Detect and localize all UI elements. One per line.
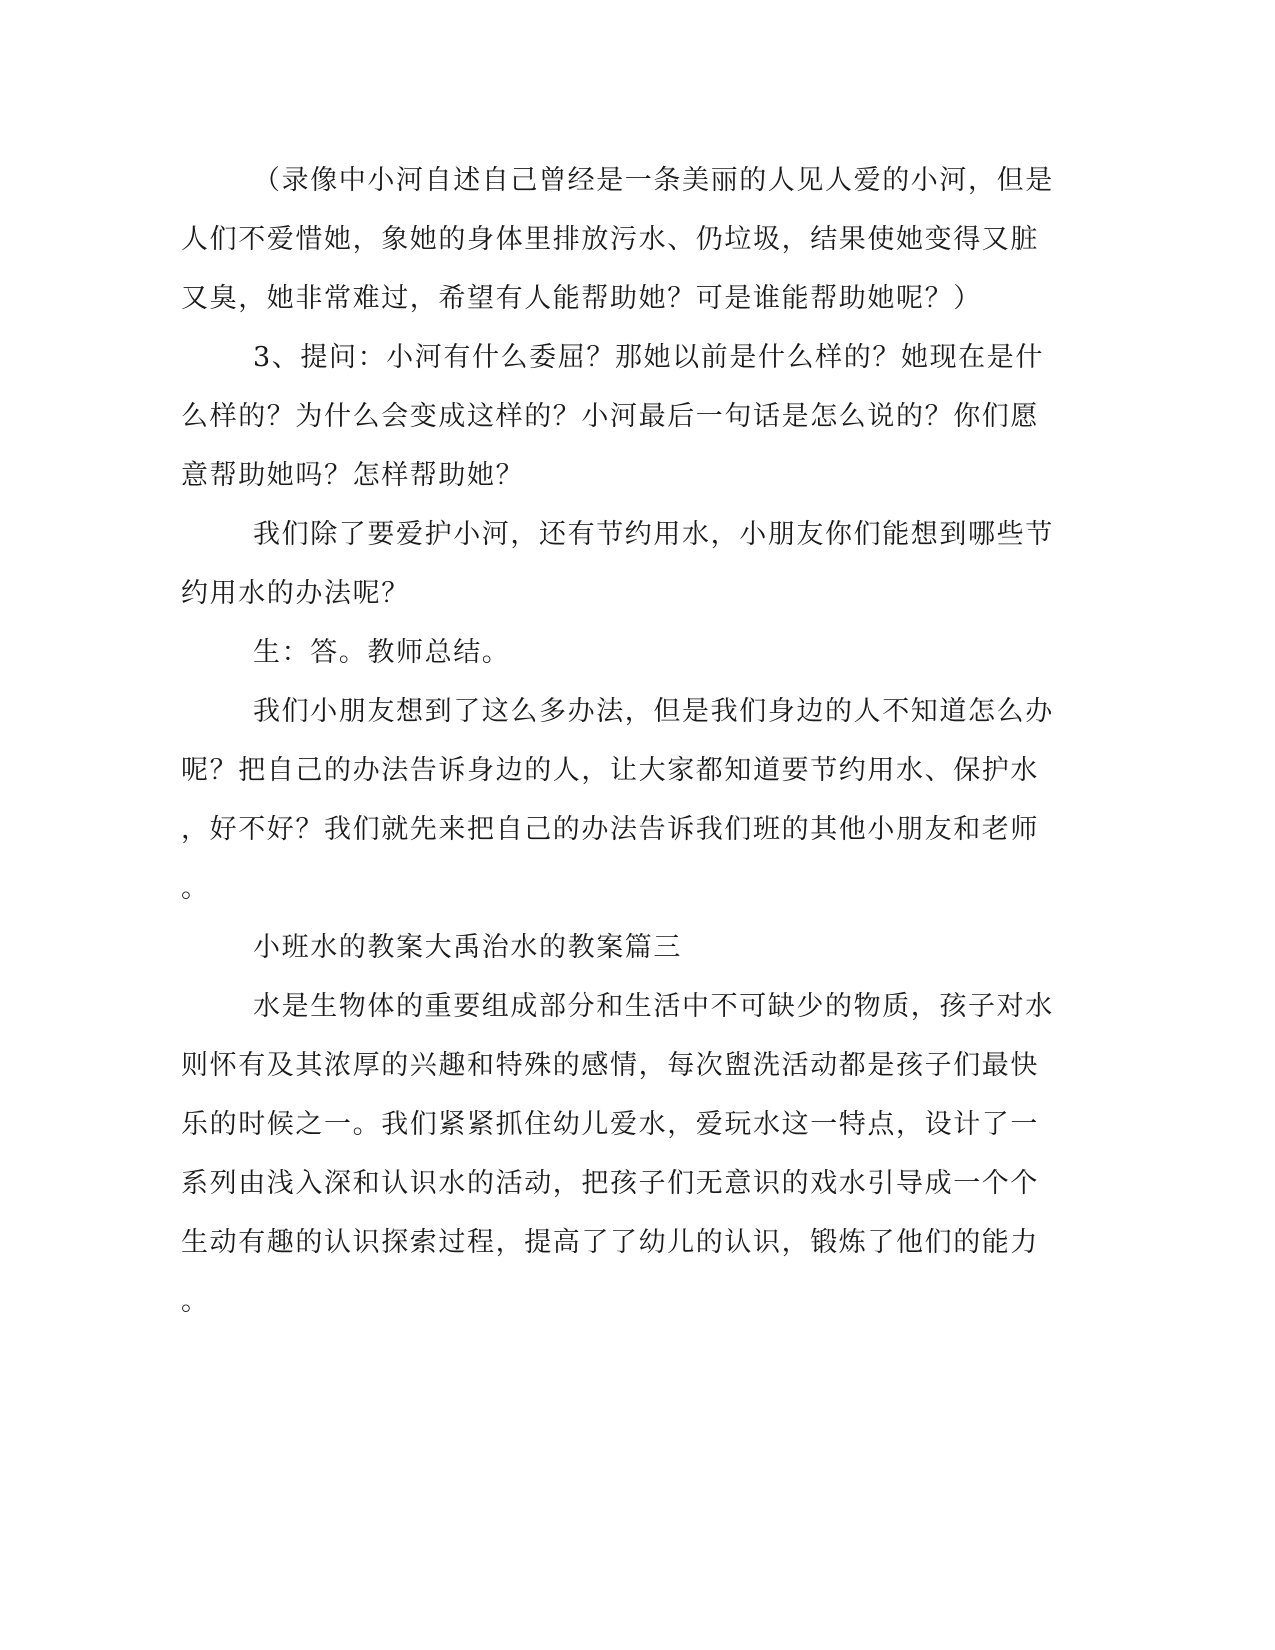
text-line: 我们小朋友想到了这么多办法，但是我们身边的人不知道怎么办 (253, 696, 1054, 727)
text-line: 么样的？为什么会变成这样的？小河最后一句话是怎么说的？你们愿 (181, 401, 1039, 432)
text-line: 生动有趣的认识探索过程，提高了了幼儿的认识，锻炼了他们的能力 (181, 1227, 1039, 1258)
text-line: 系列由浅入深和认识水的活动，把孩子们无意识的戏水引导成一个个 (181, 1168, 1039, 1199)
text-line: 生：答。教师总结。 (253, 637, 511, 668)
text-line: 呢？把自己的办法告诉身边的人，让大家都知道要节约用水、保护水 (181, 755, 1039, 786)
text-line: 约用水的办法呢？ (181, 578, 410, 609)
text-line: 水是生物体的重要组成部分和生活中不可缺少的物质，孩子对水 (253, 991, 1054, 1022)
text-line: 。 (181, 1286, 210, 1317)
text-line: 乐的时候之一。我们紧紧抓住幼儿爱水，爱玩水这一特点，设计了一 (181, 1109, 1039, 1140)
text-line: 又臭，她非常难过，希望有人能帮助她？可是谁能帮助她呢？） (181, 283, 982, 314)
text-line: 则怀有及其浓厚的兴趣和特殊的感情，每次盥洗活动都是孩子们最快 (181, 1050, 1039, 1081)
section-heading: 小班水的教案大禹治水的教案篇三 (253, 932, 682, 963)
text-line: 我们除了要爱护小河，还有节约用水，小朋友你们能想到哪些节 (253, 519, 1054, 550)
text-line: 意帮助她吗？怎样帮助她？ (181, 460, 525, 491)
text-line: 。 (181, 873, 210, 904)
text-line: ，好不好？我们就先来把自己的办法告诉我们班的其他小朋友和老师 (181, 814, 1039, 845)
text-line: 人们不爱惜她，象她的身体里排放污水、仍垃圾，结果使她变得又脏 (181, 224, 1039, 255)
text-line: 3、提问：小河有什么委屈？那她以前是什么样的？她现在是什 (253, 342, 1044, 373)
text-line: （录像中小河自述自己曾经是一条美丽的人见人爱的小河，但是 (253, 165, 1054, 196)
